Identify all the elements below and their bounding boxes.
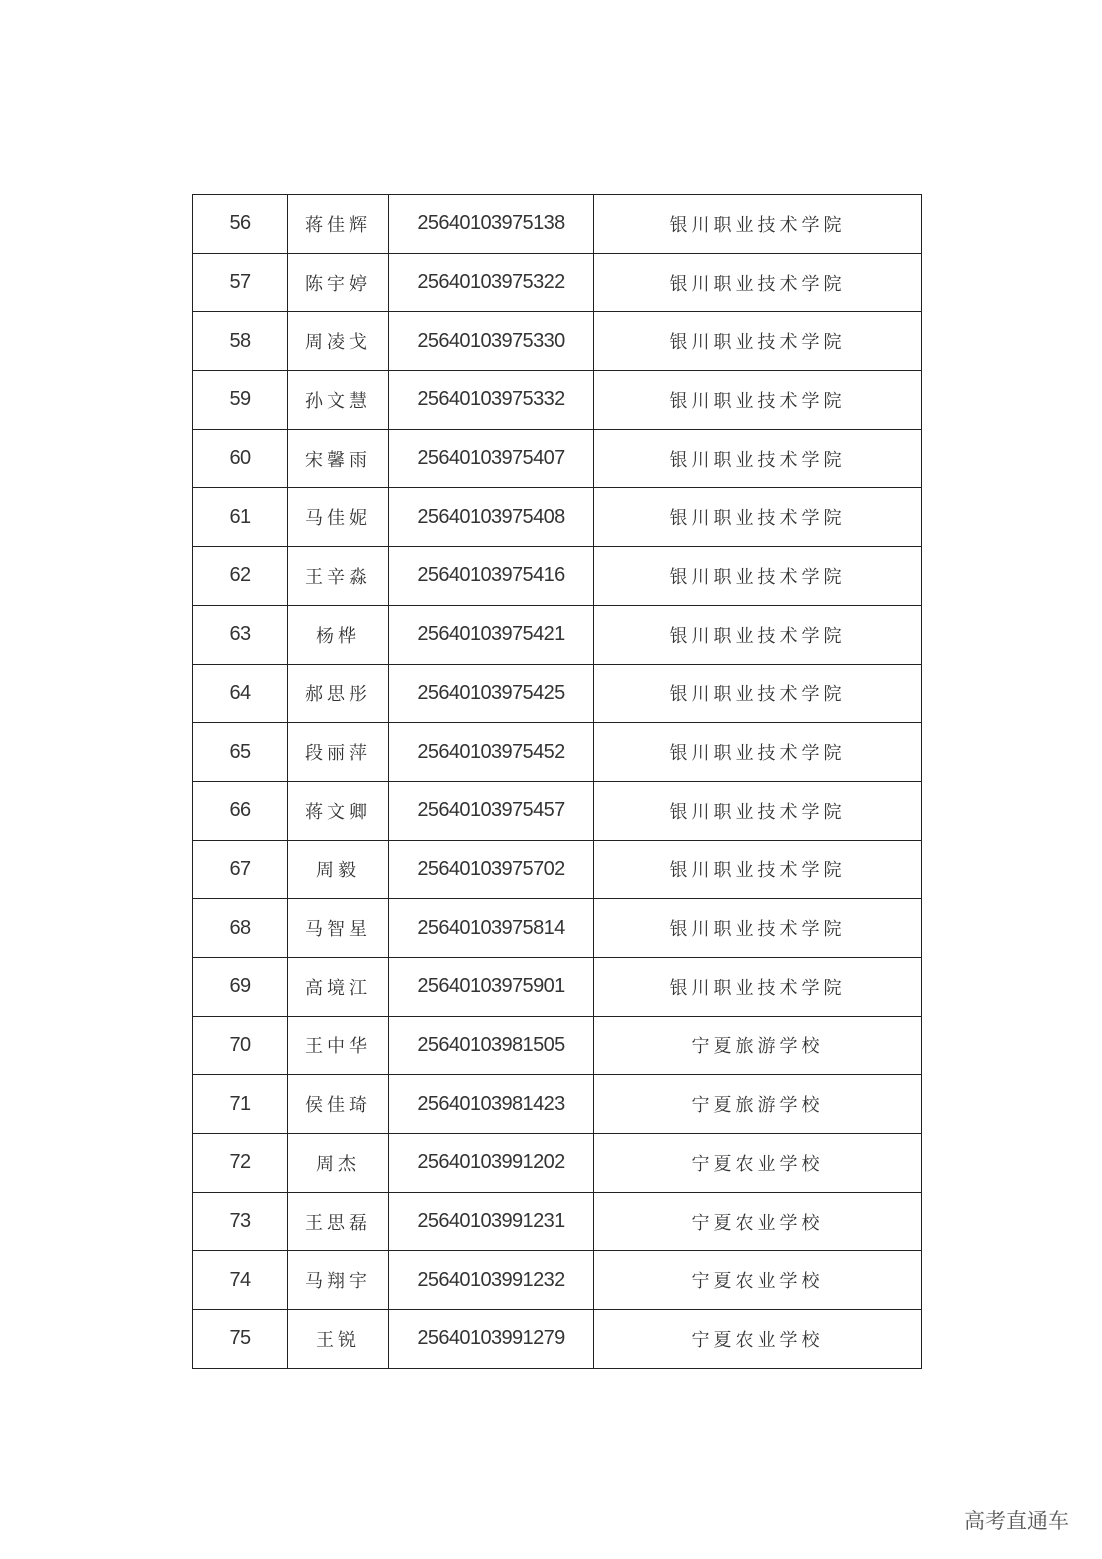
student-name: 王辛淼 bbox=[288, 547, 389, 606]
table-row bbox=[193, 781, 922, 840]
row-number: 60 bbox=[193, 429, 288, 488]
exam-id: 25640103975330 bbox=[389, 312, 594, 371]
student-name: 陈宇婷 bbox=[288, 253, 389, 312]
student-name: 周凌戈 bbox=[288, 312, 389, 371]
school-name: 银川职业技术学院 bbox=[594, 605, 922, 664]
row-number: 62 bbox=[193, 547, 288, 606]
row-number: 74 bbox=[193, 1251, 288, 1310]
exam-id: 25640103975421 bbox=[389, 605, 594, 664]
school-name: 银川职业技术学院 bbox=[594, 547, 922, 606]
school-name: 银川职业技术学院 bbox=[594, 488, 922, 547]
school-name: 银川职业技术学院 bbox=[594, 840, 922, 899]
student-name: 段丽萍 bbox=[288, 723, 389, 782]
school-name: 宁夏农业学校 bbox=[594, 1251, 922, 1310]
row-number: 64 bbox=[193, 664, 288, 723]
school-name: 宁夏旅游学校 bbox=[594, 1016, 922, 1075]
student-name: 马佳妮 bbox=[288, 488, 389, 547]
table-row bbox=[193, 371, 922, 430]
student-name: 高境江 bbox=[288, 957, 389, 1016]
table-row bbox=[193, 547, 922, 606]
row-number: 65 bbox=[193, 723, 288, 782]
table-row bbox=[193, 723, 922, 782]
table-row bbox=[193, 840, 922, 899]
row-number: 68 bbox=[193, 899, 288, 958]
student-name: 蒋佳辉 bbox=[288, 195, 389, 254]
row-number: 69 bbox=[193, 957, 288, 1016]
exam-id: 25640103975138 bbox=[389, 195, 594, 254]
school-name: 宁夏农业学校 bbox=[594, 1192, 922, 1251]
watermark: 高考直通车 bbox=[964, 1509, 1069, 1533]
row-number: 63 bbox=[193, 605, 288, 664]
student-list-table bbox=[192, 194, 922, 1369]
exam-id: 25640103975332 bbox=[389, 371, 594, 430]
table-row bbox=[193, 957, 922, 1016]
student-name: 王锐 bbox=[288, 1310, 389, 1369]
table-row bbox=[193, 605, 922, 664]
exam-id: 25640103981505 bbox=[389, 1016, 594, 1075]
exam-id: 25640103975322 bbox=[389, 253, 594, 312]
exam-id: 25640103975452 bbox=[389, 723, 594, 782]
exam-id: 25640103975457 bbox=[389, 781, 594, 840]
row-number: 71 bbox=[193, 1075, 288, 1134]
table-row bbox=[193, 488, 922, 547]
exam-id: 25640103975416 bbox=[389, 547, 594, 606]
school-name: 宁夏农业学校 bbox=[594, 1310, 922, 1369]
table-row bbox=[193, 1016, 922, 1075]
row-number: 75 bbox=[193, 1310, 288, 1369]
table-row bbox=[193, 1134, 922, 1193]
exam-id: 25640103991231 bbox=[389, 1192, 594, 1251]
exam-id: 25640103975901 bbox=[389, 957, 594, 1016]
table-row bbox=[193, 312, 922, 371]
student-name: 马智星 bbox=[288, 899, 389, 958]
school-name: 银川职业技术学院 bbox=[594, 253, 922, 312]
row-number: 61 bbox=[193, 488, 288, 547]
table-row bbox=[193, 253, 922, 312]
table-row bbox=[193, 899, 922, 958]
table-row bbox=[193, 664, 922, 723]
exam-id: 25640103975814 bbox=[389, 899, 594, 958]
student-name: 周杰 bbox=[288, 1134, 389, 1193]
exam-id: 25640103991279 bbox=[389, 1310, 594, 1369]
student-name: 王思磊 bbox=[288, 1192, 389, 1251]
school-name: 银川职业技术学院 bbox=[594, 899, 922, 958]
row-number: 67 bbox=[193, 840, 288, 899]
exam-id: 25640103975702 bbox=[389, 840, 594, 899]
table-row bbox=[193, 429, 922, 488]
school-name: 银川职业技术学院 bbox=[594, 195, 922, 254]
student-name: 侯佳琦 bbox=[288, 1075, 389, 1134]
exam-id: 25640103975408 bbox=[389, 488, 594, 547]
row-number: 57 bbox=[193, 253, 288, 312]
exam-id: 25640103975425 bbox=[389, 664, 594, 723]
student-name: 宋馨雨 bbox=[288, 429, 389, 488]
student-name: 孙文慧 bbox=[288, 371, 389, 430]
student-name: 马翔宇 bbox=[288, 1251, 389, 1310]
row-number: 72 bbox=[193, 1134, 288, 1193]
student-name: 郝思彤 bbox=[288, 664, 389, 723]
row-number: 59 bbox=[193, 371, 288, 430]
school-name: 银川职业技术学院 bbox=[594, 723, 922, 782]
exam-id: 25640103991232 bbox=[389, 1251, 594, 1310]
student-name: 王中华 bbox=[288, 1016, 389, 1075]
school-name: 银川职业技术学院 bbox=[594, 664, 922, 723]
table-row bbox=[193, 1075, 922, 1134]
school-name: 宁夏旅游学校 bbox=[594, 1075, 922, 1134]
row-number: 70 bbox=[193, 1016, 288, 1075]
school-name: 银川职业技术学院 bbox=[594, 429, 922, 488]
row-number: 58 bbox=[193, 312, 288, 371]
student-name: 杨桦 bbox=[288, 605, 389, 664]
school-name: 银川职业技术学院 bbox=[594, 781, 922, 840]
exam-id: 25640103991202 bbox=[389, 1134, 594, 1193]
school-name: 银川职业技术学院 bbox=[594, 312, 922, 371]
school-name: 银川职业技术学院 bbox=[594, 371, 922, 430]
table-row bbox=[193, 1251, 922, 1310]
student-name: 周毅 bbox=[288, 840, 389, 899]
row-number: 56 bbox=[193, 195, 288, 254]
table-row bbox=[193, 195, 922, 254]
school-name: 银川职业技术学院 bbox=[594, 957, 922, 1016]
row-number: 66 bbox=[193, 781, 288, 840]
table-row bbox=[193, 1192, 922, 1251]
exam-id: 25640103975407 bbox=[389, 429, 594, 488]
school-name: 宁夏农业学校 bbox=[594, 1134, 922, 1193]
row-number: 73 bbox=[193, 1192, 288, 1251]
student-name: 蒋文卿 bbox=[288, 781, 389, 840]
table-row bbox=[193, 1310, 922, 1369]
exam-id: 25640103981423 bbox=[389, 1075, 594, 1134]
